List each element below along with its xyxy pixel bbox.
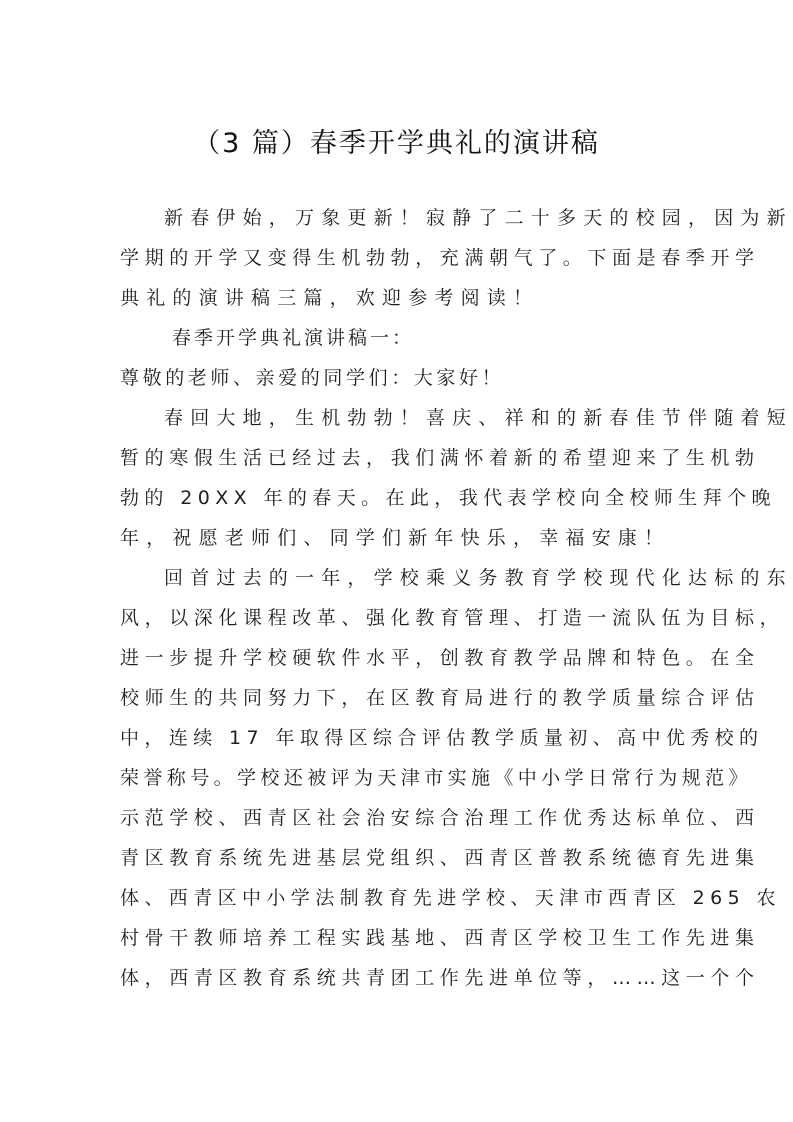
document-title: （3 篇）春季开学典礼的演讲稿 — [193, 128, 600, 159]
paragraph-1-line-4: 年，祝愿老师们、同学们新年快乐，幸福安康！ — [120, 527, 671, 549]
paragraph-2-line-5: 中，连续 17 年取得区综合评估教学质量初、高中优秀校的 — [120, 727, 764, 749]
paragraph-2-line-4: 校师生的共同努力下，在区教育局进行的教学质量综合评估 — [120, 687, 760, 709]
paragraph-1-line-2: 暂的寒假生活已经过去，我们满怀着新的希望迎来了生机勃 — [120, 447, 760, 469]
paragraph-2-line-3: 进一步提升学校硬软件水平，创教育教学品牌和特色。在全 — [120, 647, 760, 669]
paragraph-2-line-2: 风，以深化课程改革、强化教育管理、打造一流队伍为目标， — [120, 607, 785, 629]
paragraph-1-line-1: 春回大地，生机勃勃！喜庆、祥和的新春佳节伴随着短 — [164, 407, 793, 429]
paragraph-intro-line-3: 典礼的演讲稿三篇，欢迎参考阅读！ — [120, 287, 540, 309]
paragraph-2-line-7: 示范学校、西青区社会治安综合治理工作优秀达标单位、西 — [120, 807, 760, 829]
paragraph-2-line-6: 荣誉称号。学校还被评为天津市实施《中小学日常行为规范》 — [120, 767, 752, 789]
paragraph-2-line-10: 村骨干教师培养工程实践基地、西青区学校卫生工作先进集 — [120, 927, 760, 949]
paragraph-intro-line-1: 新春伊始，万象更新！寂静了二十多天的校园，因为新 — [164, 207, 793, 229]
document-body — [120, 198, 793, 998]
paragraph-2-line-1: 回首过去的一年，学校乘义务教育学校现代化达标的东 — [164, 567, 793, 589]
paragraph-1-line-3: 勃的 20XX 年的春天。在此，我代表学校向全校师生拜个晚 — [120, 487, 776, 509]
paragraph-2-line-8: 青区教育系统先进基层党组织、西青区普教系统德育先进集 — [120, 847, 760, 869]
salutation: 尊敬的老师、亲爱的同学们：大家好！ — [120, 367, 505, 389]
paragraph-intro-line-2: 学期的开学又变得生机勃勃，充满朝气了。下面是春季开学 — [120, 247, 760, 269]
paragraph-2-line-11: 体，西青区教育系统共青团工作先进单位等，……这一个个 — [120, 967, 760, 989]
paragraph-2-line-9: 体、西青区中小学法制教育先进学校、天津市西青区 265 农 — [120, 887, 781, 909]
section-heading-speech-one: 春季开学典礼演讲稿一： — [172, 327, 415, 349]
